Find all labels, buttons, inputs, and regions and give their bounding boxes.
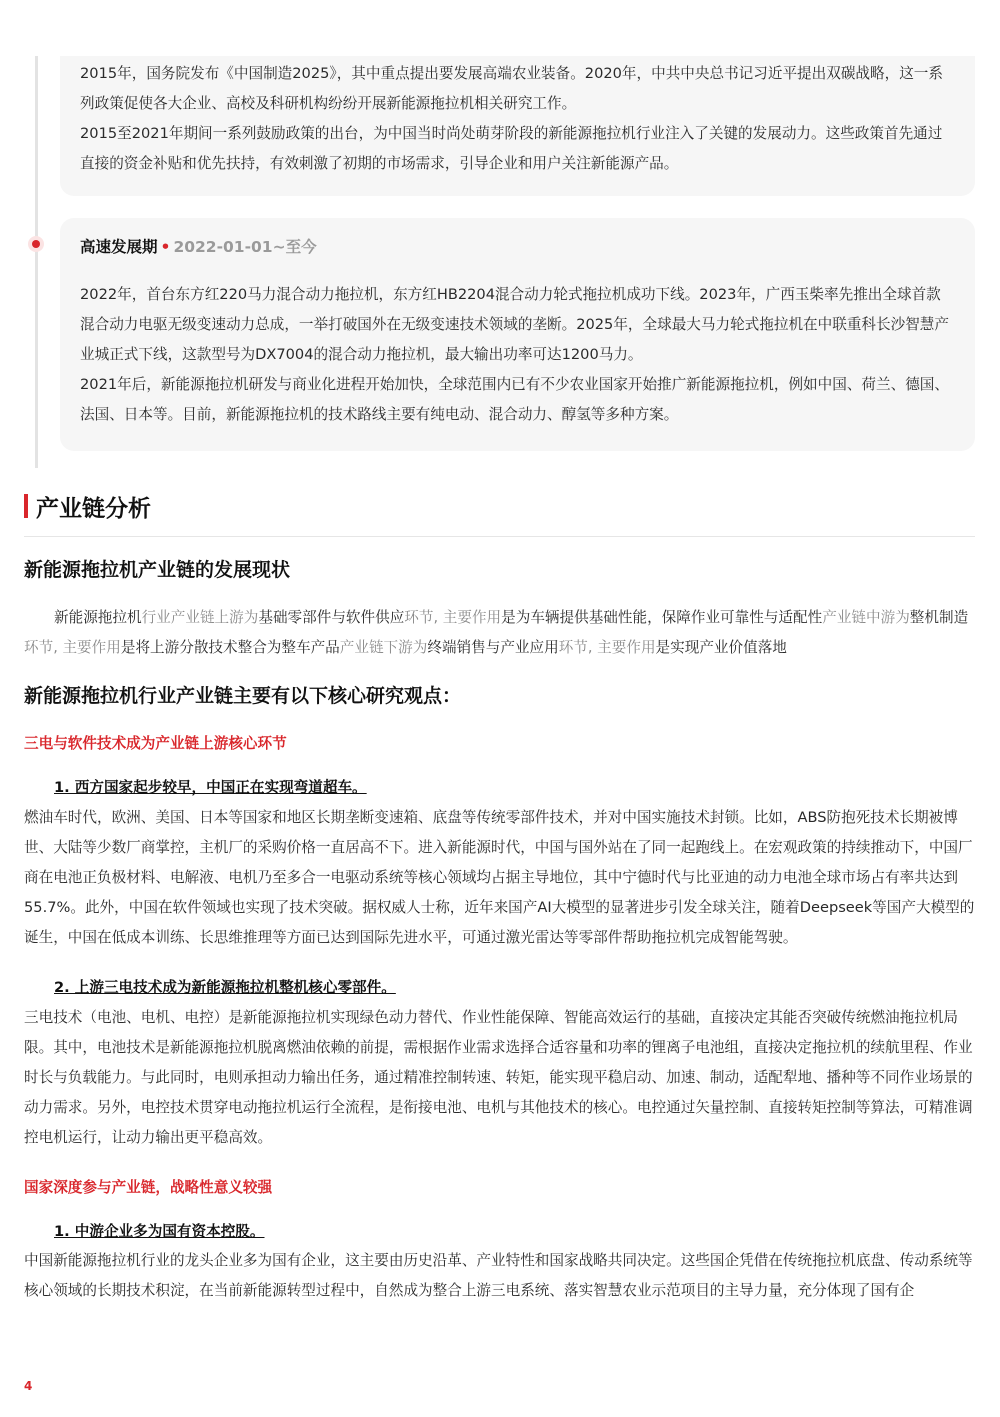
industry-chain-intro <box>24 603 975 663</box>
timeline-separator: • <box>160 238 171 256</box>
timeline-card-rapid-growth <box>60 218 975 451</box>
timeline-dot-icon <box>28 236 44 252</box>
view-group-title: 国家深度参与产业链，战略性意义较强 <box>24 1179 273 1196</box>
section-title-text: 产业链分析 <box>36 495 151 522</box>
timeline-card-germination <box>60 56 975 196</box>
timeline-paragraph: 2015年，国务院发布《中国制造2025》，其中重点提出要发展高端农业装备。2020年，中共中央总书记习近平提出双碳战略，这一系列政策促使各大企业、高校及科研机构纷纷开展新能源拖拉机相关研究工作。 <box>80 65 943 112</box>
intro-text: 是实现产业价值落地 <box>655 639 787 656</box>
intro-link-role[interactable]: 环节, 主要作用 <box>404 609 502 626</box>
view-item-body: 中国新能源拖拉机行业的龙头企业多为国有企业，这主要由历史沿革、产业特性和国家战略共同决定。这些国企凭借在传统拖拉机底盘、传动系统等核心领域的长期技术积淀，在当前新能源转型过程中，自然成为整合上游三电系统、落实智慧农业示范项目的主导力量，充分体现了国有企 <box>24 1252 973 1299</box>
view-group-title: 三电与软件技术成为产业链上游核心环节 <box>24 735 287 752</box>
view-item-heading: 1. 中游企业多为国有资本控股。 <box>54 1223 265 1240</box>
section-title <box>24 490 151 522</box>
intro-text: 新能源拖拉机 <box>54 609 142 626</box>
timeline-stage-name: 高速发展期 <box>80 238 158 256</box>
section-accent-bar <box>24 494 28 518</box>
timeline-paragraph: 2021年后，新能源拖拉机研发与商业化进程开始加快，全球范围内已有不少农业国家开始推广新能源拖拉机，例如中国、荷兰、德国、法国、日本等。目前，新能源拖拉机的技术路线主要有纯电动、混合动力、醇氢等多种方案。 <box>80 376 949 423</box>
view-item-body: 燃油车时代，欧洲、美国、日本等国家和地区长期垄断变速箱、底盘等传统零部件技术，并对中国实施技术封锁。比如，ABS防抱死技术长期被博世、大陆等少数厂商掌控，主机厂的采购价格一直居高不下。进入新能源时代，中国与国外站在了同一起跑线上。在宏观政策的持续推动下，中国厂商在电池正负极材料、电解液、电机乃至多合一电驱动系统等核心领域均占据主导地位，其中宁德时代与比亚迪的动力电池全球市场占有率共达到55.7%。此外，中国在软件领域也实现了技术突破。据权威人士称，近年来国产AI大模型的显著进步引发全球关注，随着Deepseek等国产大模型的诞生，中国在低成本训练、长思维推理等方面已达到国际先进水平，可通过激光雷达等零部件帮助拖拉机完成智能驾驶。 <box>24 809 975 946</box>
status-heading: 新能源拖拉机产业链的发展现状 <box>24 559 291 581</box>
intro-text: 基础零部件与软件供应 <box>258 609 405 626</box>
page-number: 4 <box>24 1379 33 1393</box>
timeline-stage-header <box>80 232 953 262</box>
intro-text: 整机制造 <box>909 609 969 626</box>
timeline-line <box>35 56 38 468</box>
section-divider <box>24 536 975 537</box>
view-item-heading: 1. 西方国家起步较早，中国正在实现弯道超车。 <box>54 779 367 796</box>
timeline-paragraph: 2022年，首台东方红220马力混合动力拖拉机，东方红HB2204混合动力轮式拖拉机成功下线。2023年，广西玉柴率先推出全球首款混合动力电驱无级变速动力总成，一举打破国外在无级变速技术领域的垄断。2025年，全球最大马力轮式拖拉机在中联重科长沙智慧产业城正式下线，这款型号为DX7004的混合动力拖拉机，最大输出功率可达1200马力。 <box>80 286 949 363</box>
view-item-heading: 2. 上游三电技术成为新能源拖拉机整机核心零部件。 <box>54 979 396 996</box>
intro-text: 是将上游分散技术整合为整车产品 <box>120 639 340 656</box>
core-views-heading: 新能源拖拉机行业产业链主要有以下核心研究观点： <box>24 685 462 707</box>
intro-text: 终端销售与产业应用 <box>427 639 559 656</box>
intro-link-role[interactable]: 环节, 主要作用 <box>24 639 121 656</box>
timeline-stage-date: 2022-01-01~至今 <box>173 238 317 256</box>
intro-link-downstream[interactable]: 产业链下游为 <box>339 639 428 656</box>
intro-text: 是为车辆提供基础性能，保障作业可靠性与适配性 <box>501 609 823 626</box>
view-item-body: 三电技术（电池、电机、电控）是新能源拖拉机实现绿色动力替代、作业性能保障、智能高效运行的基础，直接决定其能否突破传统燃油拖拉机局限。其中，电池技术是新能源拖拉机脱离燃油依赖的前提，需根据作业需求选择合适容量和功率的锂离子电池组，直接决定拖拉机的续航里程、作业时长与负载能力。与此同时，电则承担动力输出任务，通过精准控制转速、转矩，能实现平稳启动、加速、制动，适配犁地、播种等不同作业场景的动力需求。另外，电控技术贯穿电动拖拉机运行全流程，是衔接电池、电机与其他技术的核心。电控通过矢量控制、直接转矩控制等算法，可精准调控电机运行，让动力输出更平稳高效。 <box>24 1009 973 1146</box>
timeline-paragraph: 2015至2021年期间一系列鼓励政策的出台，为中国当时尚处萌芽阶段的新能源拖拉机行业注入了关键的发展动力。这些政策首先通过直接的资金补贴和优先扶持，有效刺激了初期的市场需求，引导企业和用户关注新能源产品。 <box>80 125 943 172</box>
intro-link-midstream[interactable]: 产业链中游为 <box>822 609 910 626</box>
intro-link-upstream[interactable]: 行业产业链上游为 <box>141 609 259 626</box>
intro-link-role[interactable]: 环节, 主要作用 <box>558 639 656 656</box>
